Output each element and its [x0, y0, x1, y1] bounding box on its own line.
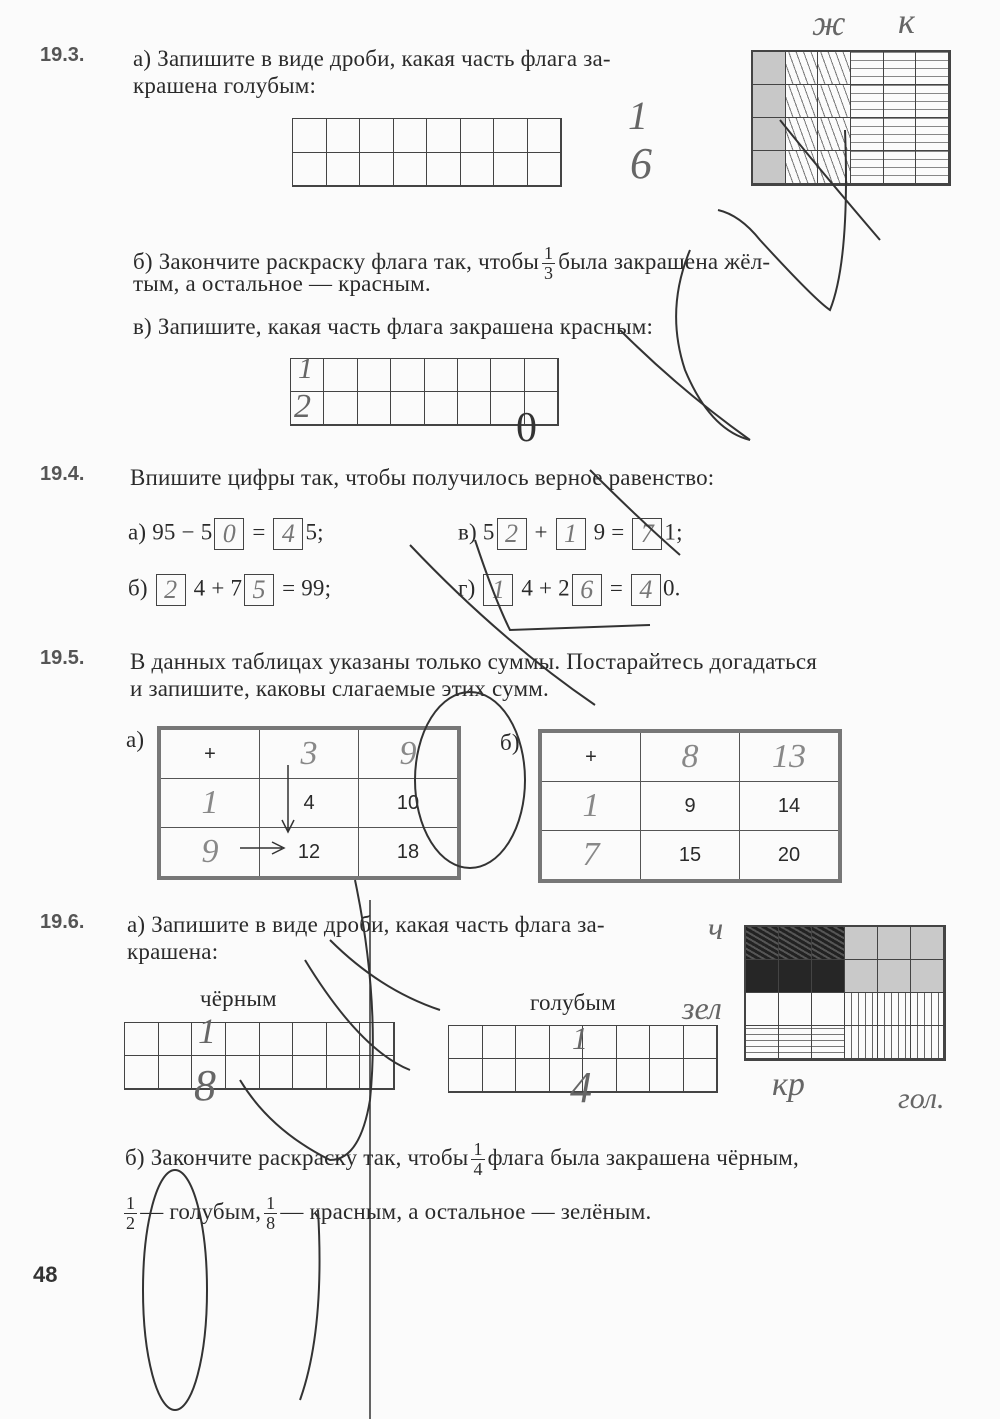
- grid-cell: [878, 927, 911, 960]
- exercise-number: 19.3.: [40, 44, 85, 66]
- grid-label: голубым: [530, 990, 616, 1015]
- numerator: 1: [266, 1193, 276, 1213]
- grid-cell: [884, 118, 917, 151]
- grid-cell: [125, 1023, 159, 1056]
- text: в) 5: [458, 519, 495, 545]
- grid-cell: [753, 85, 786, 118]
- numerator: 1: [544, 243, 554, 263]
- grid-cell: [327, 1023, 361, 1056]
- grid-cell: [851, 118, 884, 151]
- text: 1;: [664, 519, 683, 545]
- grid-cell: [293, 119, 327, 153]
- exercise-text: крашена голубым:: [133, 73, 317, 98]
- grid-cell: [327, 153, 361, 187]
- flag-diagram: [744, 925, 946, 1061]
- handwritten-numerator: 1: [572, 1020, 588, 1056]
- digit-box[interactable]: 4: [273, 518, 303, 550]
- grid-cell: [125, 1056, 159, 1089]
- grid-cell: [650, 1026, 684, 1059]
- exercise-text: и запишите, каковы слагаемые этих сумм.: [130, 676, 550, 701]
- grid-cell: [845, 960, 878, 993]
- grid-cell: [425, 359, 458, 392]
- grid-cell: [617, 1026, 651, 1059]
- grid-cell: [583, 1026, 617, 1059]
- equation-b: [128, 574, 331, 606]
- grid-cell: [812, 960, 845, 993]
- grid-cell: [845, 1026, 878, 1059]
- handwritten-denominator: 6: [630, 139, 652, 188]
- grid-cell: [916, 52, 949, 85]
- grid-cell: [226, 1056, 260, 1089]
- digit-box[interactable]: 2: [156, 574, 186, 606]
- sum-cell: 14: [740, 782, 841, 831]
- grid-cell: [884, 151, 917, 184]
- grid-cell: [851, 151, 884, 184]
- grid-cell: [327, 1056, 361, 1089]
- grid-cell: [425, 392, 458, 425]
- grid-cell: [779, 960, 812, 993]
- strike-stroke: [300, 1210, 320, 1400]
- sum-cell: 20: [740, 831, 841, 882]
- grid-cell: [159, 1023, 193, 1056]
- handwritten-note: гол.: [898, 1082, 945, 1115]
- grid-cell: [845, 927, 878, 960]
- numerator: 1: [126, 1193, 136, 1213]
- grid-label: чёрным: [200, 986, 277, 1011]
- digit-box[interactable]: 1: [556, 518, 586, 550]
- text: была закрашена жёл-: [558, 248, 771, 274]
- grid-cell: [786, 52, 819, 85]
- grid-cell: [293, 1056, 327, 1089]
- grid-cell: [260, 1023, 294, 1056]
- plus-sign: +: [159, 728, 260, 779]
- grid-cell: [449, 1026, 483, 1059]
- sum-cell: 4: [260, 779, 359, 828]
- sum-cell: 18: [359, 828, 460, 879]
- grid-cell: [391, 392, 424, 425]
- handwritten-denominator: 4: [570, 1063, 592, 1112]
- exercise-text: [125, 1140, 799, 1179]
- grid-cell: [878, 993, 911, 1026]
- addend-input[interactable]: 1: [540, 782, 641, 831]
- grid-cell: [293, 153, 327, 187]
- equation-v: [458, 518, 683, 550]
- grid-cell: [293, 1023, 327, 1056]
- grid-cell: [911, 927, 944, 960]
- grid-cell: [159, 1056, 193, 1089]
- text: б) Закончите раскраску флага так, чтобы: [133, 248, 540, 274]
- grid-cell: [360, 1023, 394, 1056]
- text: а) 95 − 5: [128, 519, 213, 545]
- grid-cell: [779, 927, 812, 960]
- equation-a: [128, 518, 324, 550]
- grid-cell: [916, 151, 949, 184]
- sum-cell: 12: [260, 828, 359, 879]
- handwritten-numerator: 1: [298, 352, 313, 385]
- exercise-text: в) Запишите, какая часть флага закрашена красным:: [133, 314, 654, 339]
- grid-cell: [884, 52, 917, 85]
- grid-cell: [818, 52, 851, 85]
- text: — голубым,: [140, 1198, 262, 1224]
- grid-cell: [458, 392, 491, 425]
- grid-cell: [851, 85, 884, 118]
- handwritten-note: кр: [772, 1066, 805, 1103]
- text: +: [534, 519, 548, 545]
- grid-cell: [650, 1059, 684, 1092]
- digit-box[interactable]: 4: [631, 574, 661, 606]
- text: 9 =: [593, 519, 625, 545]
- exercise-number: 19.6.: [40, 911, 85, 933]
- check-mark-stroke: [620, 330, 750, 440]
- grid-cell: [911, 960, 944, 993]
- handwritten-numerator: 1: [628, 93, 648, 138]
- handwritten-note: зел: [682, 990, 722, 1026]
- plus-sign: +: [540, 731, 641, 782]
- exercise-number: 19.5.: [40, 647, 85, 669]
- addend-input[interactable]: 9: [159, 828, 260, 879]
- grid-cell: [916, 118, 949, 151]
- exercise-text: а) Запишите в виде дроби, какая часть флага за-: [127, 912, 605, 937]
- text: флага была закрашена чёрным,: [487, 1144, 799, 1170]
- exercise-text: В данных таблицах указаны только суммы. Постарайтесь догадаться: [130, 649, 818, 674]
- addend-input[interactable]: 7: [540, 831, 641, 882]
- sum-table-a: [157, 726, 461, 880]
- grid-cell: [494, 153, 528, 187]
- digit-box[interactable]: 2: [497, 518, 527, 550]
- grid-cell: [779, 993, 812, 1026]
- grid-cell: [394, 153, 428, 187]
- exercise-text: [121, 1194, 651, 1233]
- grid-cell: [746, 993, 779, 1026]
- grid-cell: [884, 85, 917, 118]
- grid-cell: [525, 359, 558, 392]
- exercise-text: тым, а остальное — красным.: [133, 271, 431, 296]
- addend-input[interactable]: 3: [260, 728, 359, 779]
- digit-box[interactable]: 6: [572, 574, 602, 606]
- exercise-number: 19.4.: [40, 463, 85, 485]
- grid-cell: [394, 119, 428, 153]
- grid-cell: [753, 52, 786, 85]
- grid-cell: [461, 153, 495, 187]
- exercise-text: а) Запишите в виде дроби, какая часть флага за-: [133, 46, 611, 71]
- text: — красным, а остальное — зелёным.: [280, 1198, 652, 1224]
- grid-cell: [786, 85, 819, 118]
- exercise-text: крашена:: [127, 939, 219, 964]
- grade-mark: 0: [516, 405, 537, 451]
- grid-cell: [494, 119, 528, 153]
- text: 5;: [305, 519, 324, 545]
- grid-cell: [746, 960, 779, 993]
- table-label: б): [500, 730, 520, 755]
- grid-cell: [812, 1026, 845, 1059]
- text: 4 + 7: [193, 575, 243, 601]
- grid-cell: [427, 119, 461, 153]
- text: = 99;: [282, 575, 332, 601]
- grid-cell: [818, 118, 851, 151]
- grid-cell: [358, 359, 391, 392]
- handwritten-numerator: 1: [198, 1011, 216, 1051]
- grid-cell: [260, 1056, 294, 1089]
- text: =: [252, 519, 266, 545]
- grid-cell: [324, 359, 357, 392]
- grid-cell: [427, 153, 461, 187]
- grid-cell: [812, 927, 845, 960]
- grid-cell: [483, 1026, 517, 1059]
- addend-input[interactable]: 9: [359, 728, 460, 779]
- addend-input[interactable]: 13: [740, 731, 841, 782]
- fraction: [471, 1140, 484, 1179]
- grid-cell: [916, 85, 949, 118]
- handwritten-note: ж: [812, 3, 846, 43]
- grid-cell: [753, 118, 786, 151]
- grid-cell: [327, 119, 361, 153]
- sum-cell: 15: [641, 831, 740, 882]
- grid-cell: [911, 1026, 944, 1059]
- grid-cell: [845, 993, 878, 1026]
- grid-cell: [746, 927, 779, 960]
- handwritten-note: к: [898, 1, 915, 41]
- grid-cell: [360, 119, 394, 153]
- text: 4 + 2: [521, 575, 570, 601]
- grid-cell: [753, 151, 786, 184]
- grid-cell: [911, 993, 944, 1026]
- addend-input[interactable]: 8: [641, 731, 740, 782]
- text: 0.: [662, 575, 681, 601]
- grid-cell: [516, 1059, 550, 1092]
- grid-cell: [360, 1056, 394, 1089]
- equation-g: [458, 574, 681, 606]
- grid-cell: [449, 1059, 483, 1092]
- grid-cell: [617, 1059, 651, 1092]
- grid-cell: [878, 1026, 911, 1059]
- text: г): [458, 575, 476, 601]
- grid-cell: [528, 119, 562, 153]
- digit-box[interactable]: 1: [483, 574, 513, 606]
- text: б): [128, 575, 148, 601]
- sum-cell: 10: [359, 779, 460, 828]
- denominator: 2: [126, 1213, 136, 1233]
- grid-cell: [684, 1059, 718, 1092]
- handwritten-denominator: 8: [194, 1061, 216, 1110]
- fraction: [542, 244, 555, 283]
- flag-diagram: [751, 50, 951, 186]
- table-label: а): [126, 727, 145, 752]
- addend-input[interactable]: 1: [159, 779, 260, 828]
- grid-cell: [458, 359, 491, 392]
- grid-cell: [812, 993, 845, 1026]
- denominator: 4: [473, 1159, 483, 1179]
- denominator: 3: [544, 263, 554, 283]
- grid-cell: [786, 151, 819, 184]
- strike-stroke: [330, 940, 440, 1010]
- grid-cell: [483, 1059, 517, 1092]
- text: б) Закончите раскраску так, чтобы: [125, 1144, 469, 1170]
- grid-cell: [786, 118, 819, 151]
- denominator: 8: [266, 1213, 276, 1233]
- exercise-text: Впишите цифры так, чтобы получилось верное равенство:: [130, 465, 715, 490]
- grid-cell: [226, 1023, 260, 1056]
- grid-cell: [528, 153, 562, 187]
- grid-cell: [779, 1026, 812, 1059]
- page-number: 48: [33, 1262, 58, 1287]
- fraction: [264, 1194, 277, 1233]
- grid-cell: [360, 153, 394, 187]
- grid-cell: [324, 392, 357, 425]
- answer-grid-black[interactable]: [124, 1022, 395, 1090]
- grid-cell: [461, 119, 495, 153]
- digit-box[interactable]: 0: [214, 518, 244, 550]
- text: =: [609, 575, 624, 601]
- handwritten-note: ч: [708, 910, 724, 946]
- digit-box[interactable]: 7: [632, 518, 662, 550]
- grid-cell: [391, 359, 424, 392]
- grid-cell: [516, 1026, 550, 1059]
- numerator: 1: [473, 1139, 483, 1159]
- grid-cell: [746, 1026, 779, 1059]
- digit-box[interactable]: 5: [244, 574, 274, 606]
- grid-cell: [491, 359, 524, 392]
- sum-table-b: [538, 729, 842, 883]
- grid-cell: [851, 52, 884, 85]
- sum-cell: 9: [641, 782, 740, 831]
- grid-cell: [818, 85, 851, 118]
- grid-cell: [358, 392, 391, 425]
- fraction: [124, 1194, 137, 1233]
- grid-cell: [684, 1026, 718, 1059]
- answer-grid[interactable]: [292, 118, 562, 187]
- grid-cell: [818, 151, 851, 184]
- grid-cell: [878, 960, 911, 993]
- handwritten-denominator: 2: [294, 388, 311, 425]
